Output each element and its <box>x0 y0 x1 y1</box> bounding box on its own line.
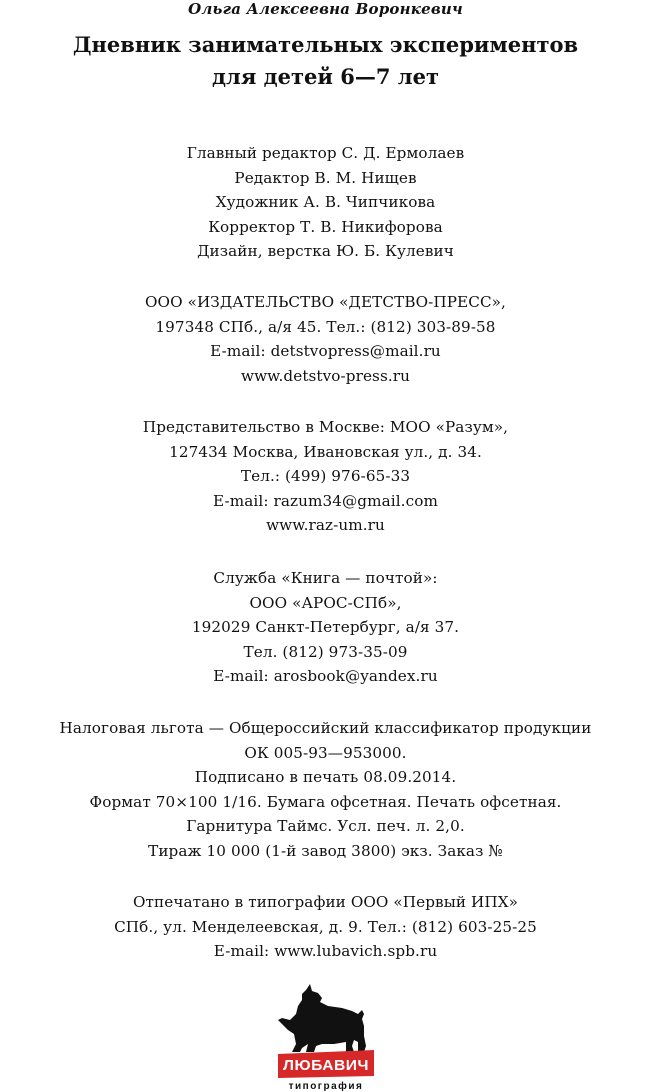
mail-order-block <box>0 566 651 689</box>
mail-order-line: Служба «Книга — почтой»: <box>213 569 438 587</box>
technical-info-line: Подписано в печать 08.09.2014. <box>194 768 457 787</box>
mail-order-line: Тел. (812) 973-35-09 <box>243 642 408 661</box>
book-title <box>0 29 651 93</box>
publisher-line: www.detstvo-press.ru <box>240 366 411 385</box>
credit-line: Художник А. В. Чипчикова <box>215 193 436 212</box>
publisher-line: 197348 СПб., а/я 45. Тел.: (812) 303-89-58 <box>155 317 496 336</box>
technical-info-line: Гарнитура Таймс. Усл. печ. л. 2,0. <box>186 817 465 836</box>
publisher-line: E-mail: detstvopress@mail.ru <box>210 342 441 361</box>
logo-name: ЛЮБАВИЧ <box>283 1057 369 1074</box>
moscow-office-line: Представительство в Москве: МОО «Разум», <box>142 418 509 436</box>
technical-info-line: Налоговая льгота — Общероссийский классификатор продукции <box>59 719 592 737</box>
lubavich-logo <box>276 984 376 1092</box>
credit-line: Редактор В. М. Нищев <box>234 168 417 187</box>
printer-line: E-mail: www.lubavich.spb.ru <box>213 942 438 961</box>
printer-line: Отпечатано в типографии ООО «Первый ИПХ» <box>132 893 519 911</box>
logo-tagline: типография <box>288 1081 364 1092</box>
moscow-office-block <box>0 415 651 538</box>
book-title-line-1: Дневник занимательных экспериментов <box>72 32 579 57</box>
moscow-office-line: Тел.: (499) 976-65-33 <box>240 467 411 486</box>
publisher-line: ООО «ИЗДАТЕЛЬСТВО «ДЕТСТВО-ПРЕСС», <box>144 293 506 311</box>
moscow-office-line: E-mail: razum34@gmail.com <box>213 491 438 510</box>
credit-line: Главный редактор С. Д. Ермолаев <box>186 144 465 162</box>
scottish-terrier-icon <box>278 984 366 1052</box>
mail-order-line: E-mail: arosbook@yandex.ru <box>213 667 438 686</box>
author-name: Ольга Алексеевна Воронкевич <box>188 0 463 18</box>
book-title-line-2: для детей 6—7 лет <box>212 64 439 89</box>
technical-info-block <box>0 716 651 864</box>
mail-order-line: 192029 Санкт-Петербург, а/я 37. <box>191 618 460 637</box>
credit-line: Корректор Т. В. Никифорова <box>208 217 443 236</box>
moscow-office-line: www.raz-um.ru <box>266 516 385 535</box>
moscow-office-line: 127434 Москва, Ивановская ул., д. 34. <box>169 442 482 461</box>
technical-info-line: Тираж 10 000 (1-й завод 3800) экз. Заказ № <box>148 841 503 860</box>
credit-line: Дизайн, верстка Ю. Б. Кулевич <box>197 242 454 261</box>
printer-line: СПб., ул. Менделеевская, д. 9. Тел.: (812) 603-25-25 <box>114 917 537 936</box>
printer-block <box>0 890 651 964</box>
mail-order-line: ООО «АРОС-СПб», <box>249 593 402 612</box>
technical-info-line: ОК 005-93—953000. <box>244 743 407 762</box>
publisher-block <box>0 290 651 388</box>
technical-info-line: Формат 70×100 1/16. Бумага офсетная. Печать офсетная. <box>89 792 562 811</box>
credits-block <box>0 141 651 264</box>
